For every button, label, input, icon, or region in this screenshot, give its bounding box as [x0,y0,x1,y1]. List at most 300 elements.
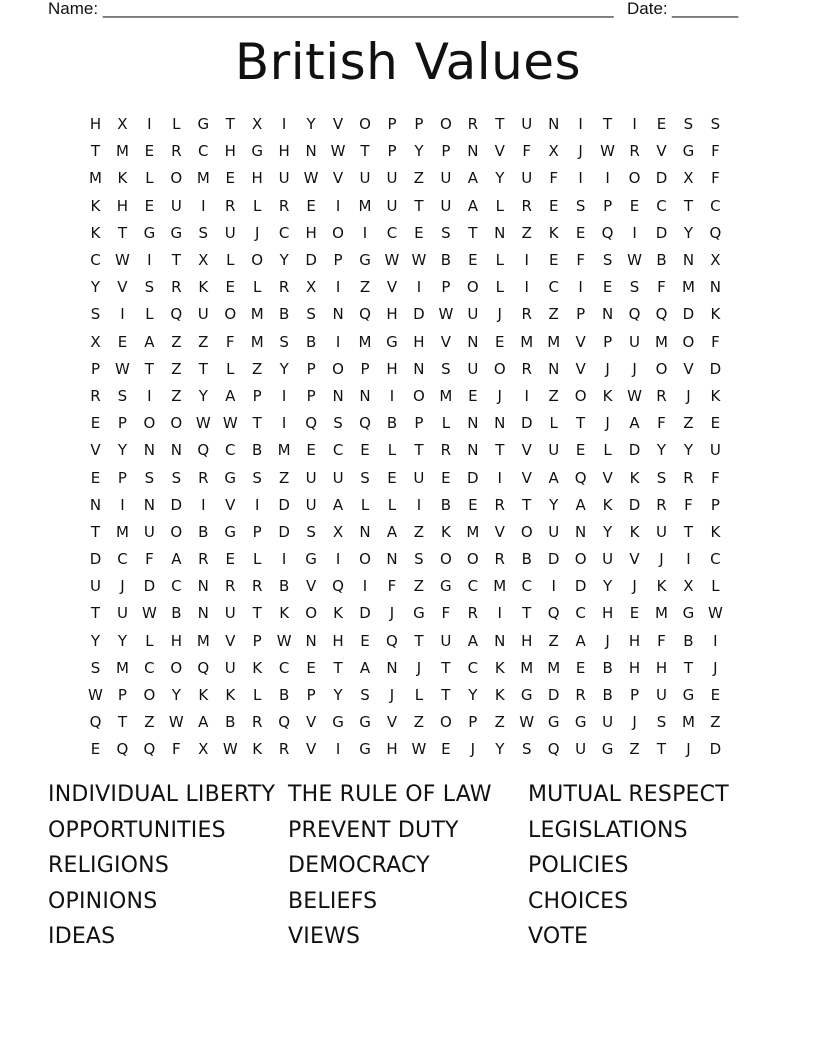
grid-letter: B [279,577,290,596]
grid-letter: R [251,577,263,596]
grid-letter: Y [683,441,694,460]
grid-letter: I [120,495,125,514]
grid-letter: F [522,142,532,161]
grid-letter: V [90,441,101,460]
grid-letter: S [306,522,316,541]
grid-letter: C [198,142,209,161]
grid-letter: M [520,332,534,351]
grid-letter: M [466,522,480,541]
grid-letter: U [143,522,155,541]
grid-letter: R [90,386,101,405]
grid-letter: J [686,386,691,405]
grid-letter: G [601,740,614,759]
grid-letter: N [467,414,479,433]
grid-letter: Z [548,305,559,324]
grid-letter: I [335,278,341,297]
grid-letter: V [440,332,451,351]
grid-letter: E [144,142,155,161]
grid-letter: L [414,686,424,705]
grid-letter: V [575,359,586,378]
grid-letter: O [574,550,587,569]
grid-letter: R [467,115,479,134]
grid-letter: L [549,414,558,433]
grid-letter: E [656,115,667,134]
grid-letter: M [681,278,695,297]
grid-letter: T [360,142,370,161]
grid-row [82,138,742,165]
grid-letter: P [360,359,370,378]
grid-letter: C [710,550,721,569]
grid-letter: H [521,631,533,650]
grid-letter: B [198,522,209,541]
grid-letter: D [89,550,102,569]
grid-letter: M [520,658,534,677]
grid-letter: K [90,223,101,242]
grid-letter: A [332,495,344,514]
grid-letter: I [416,495,422,514]
grid-row [82,383,742,410]
grid-letter: O [439,713,452,732]
grid-letter: T [441,686,451,705]
grid-letter: H [116,196,129,215]
grid-letter: I [605,169,610,188]
grid-letter: Q [386,631,398,650]
grid-letter: I [686,550,691,569]
grid-letter: P [710,495,720,514]
grid-letter: E [144,196,155,215]
grid-letter: S [441,359,451,378]
grid-letter: I [147,251,152,270]
grid-letter: E [629,196,640,215]
grid-letter: Z [521,223,532,242]
grid-letter: N [494,631,506,650]
grid-letter: P [414,414,424,433]
grid-letter: B [440,251,452,270]
grid-letter: M [115,142,129,161]
grid-letter: I [281,414,287,433]
grid-letter: T [522,495,532,514]
grid-letter: V [225,631,236,650]
grid-letter: Y [117,441,128,460]
grid-letter: S [90,305,101,324]
grid-letter: L [441,414,451,433]
grid-letter: I [713,631,718,650]
grid-letter: N [386,658,398,677]
grid-letter: D [709,740,722,759]
grid-letter: T [252,414,262,433]
grid-letter: K [494,686,505,705]
grid-letter: P [603,196,613,215]
grid-letter: F [711,169,720,188]
grid-letter: R [656,495,667,514]
word-list-item: POLICIES [528,853,629,878]
grid-letter: O [439,550,452,569]
word-list-item: INDIVIDUAL LIBERTY [48,782,276,807]
grid-letter: B [279,686,290,705]
grid-letter: B [683,631,694,650]
grid-letter: U [548,522,560,541]
grid-letter: W [303,169,319,188]
grid-letter: V [386,713,398,732]
grid-letter: X [117,115,128,134]
grid-letter: R [521,196,532,215]
grid-letter: E [468,251,478,270]
grid-letter: I [335,332,341,351]
grid-letter: C [278,223,290,242]
grid-letter: E [306,196,316,215]
grid-letter: D [305,251,317,270]
grid-letter: U [440,196,452,215]
grid-letter: Y [171,686,181,705]
grid-letter: C [656,196,667,215]
grid-letter: Y [279,251,289,270]
grid-letter: N [197,604,209,623]
word-list-item: LEGISLATIONS [528,817,688,843]
grid-letter: T [171,251,181,270]
grid-letter: N [332,386,344,405]
word-list [48,777,788,955]
grid-letter: Q [170,305,183,324]
grid-letter: S [575,196,586,215]
grid-letter: K [602,495,613,514]
grid-letter: L [253,686,262,705]
word-list-item: BELIEFS [288,888,378,914]
grid-letter: R [629,142,640,161]
grid-letter: E [117,332,128,351]
grid-letter: D [278,495,290,514]
grid-letter: B [279,305,290,324]
grid-letter: U [548,441,560,460]
grid-letter: G [547,713,560,732]
grid-letter: F [657,414,666,433]
grid-letter: F [657,631,666,650]
grid-letter: W [195,414,211,433]
grid-letter: R [467,604,479,623]
word-list-item: OPPORTUNITIES [48,817,226,843]
grid-letter: X [90,332,101,351]
grid-letter: B [602,686,613,705]
grid-letter: Z [548,386,559,405]
grid-letter: Z [710,713,721,732]
grid-letter: S [144,278,155,297]
grid-letter: L [253,196,262,215]
grid-letter: L [226,251,235,270]
grid-letter: V [305,713,317,732]
grid-letter: S [360,686,370,705]
grid-letter: T [117,223,128,242]
grid-letter: Y [90,278,101,297]
grid-letter: Z [494,713,505,732]
grid-letter: R [683,468,694,487]
grid-letter: W [276,631,292,650]
grid-letter: D [682,305,695,324]
grid-letter: L [145,631,154,650]
grid-letter: J [389,686,395,705]
grid-letter: I [632,115,637,134]
grid-letter: Q [655,305,668,324]
grid-letter: G [682,686,695,705]
grid-letter: R [278,278,290,297]
grid-letter: X [683,577,694,596]
grid-letter: G [682,142,695,161]
grid-letter: J [632,713,637,732]
grid-letter: I [281,550,287,569]
grid-letter: O [332,359,344,378]
grid-letter: Y [90,631,101,650]
grid-letter: Q [359,414,371,433]
grid-letter: S [333,414,343,433]
grid-letter: S [360,468,370,487]
grid-letter: K [198,278,209,297]
grid-row [82,437,742,464]
grid-letter: S [144,468,155,487]
grid-letter: N [682,251,695,270]
grid-letter: L [495,278,504,297]
grid-letter: W [115,359,130,378]
grid-letter: C [467,577,479,596]
grid-letter: L [172,115,181,134]
grid-letter: N [413,359,425,378]
grid-letter: Z [413,577,425,596]
grid-letter: N [143,495,155,514]
grid-letter: Y [603,522,613,541]
grid-letter: V [521,468,532,487]
grid-row [82,329,742,356]
grid-letter: Q [601,223,614,242]
grid-letter: J [578,142,583,161]
grid-letter: Z [548,631,559,650]
grid-letter: K [279,604,290,623]
grid-letter: T [603,115,613,134]
grid-letter: N [548,115,560,134]
grid-letter: S [710,115,721,134]
grid-letter: G [359,740,371,759]
grid-letter: A [467,631,478,650]
grid-letter: K [548,223,559,242]
grid-letter: I [147,386,152,405]
grid-letter: Y [603,577,613,596]
grid-letter: O [224,305,237,324]
grid-letter: B [386,414,398,433]
grid-letter: W [411,740,427,759]
grid-letter: C [521,577,532,596]
grid-letter: Q [547,740,560,759]
grid-letter: D [413,305,425,324]
grid-letter: U [602,550,614,569]
grid-letter: I [201,495,206,514]
grid-letter: Q [143,740,156,759]
grid-letter: O [251,251,264,270]
grid-letter: M [439,386,453,405]
grid-letter: K [710,305,721,324]
grid-letter: T [90,142,101,161]
grid-letter: I [362,223,368,242]
grid-letter: R [278,196,290,215]
grid-letter: B [171,604,182,623]
grid-letter: I [524,386,529,405]
word-list-item: VOTE [528,924,589,949]
grid-letter: P [387,115,397,134]
grid-letter: A [386,522,398,541]
grid-letter: N [197,577,209,596]
grid-letter: P [441,142,451,161]
grid-letter: S [198,223,209,242]
grid-letter: B [225,713,236,732]
grid-letter: E [90,468,101,487]
grid-letter: Y [495,740,505,759]
grid-letter: K [333,604,343,623]
grid-letter: H [278,142,290,161]
word-list-item: DEMOCRACY [288,853,430,878]
word-list-item: THE RULE OF LAW [288,782,492,807]
grid-letter: C [467,658,479,677]
grid-letter: E [468,495,478,514]
date-blank-line: _______ [672,0,739,18]
grid-letter: T [441,658,451,677]
grid-letter: H [386,359,398,378]
grid-letter: U [413,468,425,487]
grid-letter: G [143,223,156,242]
grid-letter: U [575,740,587,759]
grid-letter: Q [89,713,102,732]
page-title: British Values [234,33,582,91]
grid-letter: C [144,658,155,677]
grid-row [82,492,742,519]
grid-letter: L [495,251,504,270]
grid-letter: Y [279,359,289,378]
grid-letter: U [602,713,614,732]
grid-letter: S [90,658,101,677]
grid-letter: J [686,740,691,759]
grid-letter: D [170,495,183,514]
grid-letter: N [575,522,587,541]
grid-letter: I [147,115,152,134]
grid-letter: P [630,686,640,705]
grid-letter: Q [628,305,641,324]
grid-letter: T [468,223,478,242]
grid-row [82,628,742,655]
grid-letter: U [224,223,236,242]
grid-letter: S [602,251,613,270]
grid-letter: K [629,468,640,487]
grid-letter: Y [198,386,208,405]
grid-letter: T [144,359,154,378]
grid-letter: O [574,386,587,405]
grid-letter: C [332,441,344,460]
grid-letter: Z [171,359,182,378]
grid-letter: A [171,550,182,569]
grid-letter: S [414,550,424,569]
grid-row [82,247,742,274]
grid-letter: N [305,631,317,650]
grid-letter: P [252,631,262,650]
grid-letter: P [117,686,127,705]
grid-letter: M [547,332,561,351]
grid-letter: W [384,251,400,270]
grid-letter: M [681,713,695,732]
grid-letter: L [253,278,262,297]
grid-letter: T [414,196,424,215]
grid-letter: T [117,713,128,732]
word-list-item: OPINIONS [48,888,158,914]
grid-letter: Z [413,713,425,732]
grid-letter: Z [171,332,182,351]
grid-letter: P [306,386,316,405]
grid-letter: K [602,386,613,405]
grid-letter: Y [468,686,478,705]
grid-letter: O [439,115,452,134]
grid-letter: P [252,522,262,541]
grid-letter: I [551,577,556,596]
grid-letter: G [413,604,425,623]
grid-letter: E [90,740,101,759]
grid-letter: J [120,577,125,596]
grid-letter: R [198,550,209,569]
grid-row [82,600,742,627]
grid-letter: R [198,468,209,487]
grid-letter: F [441,604,451,623]
grid-letter: D [628,495,641,514]
grid-letter: I [416,278,422,297]
grid-letter: A [144,332,155,351]
grid-letter: D [709,359,722,378]
grid-letter: U [224,604,236,623]
grid-letter: D [143,577,156,596]
word-search-grid [82,111,742,764]
grid-letter: O [359,115,371,134]
grid-letter: V [575,332,586,351]
grid-letter: Z [279,468,290,487]
grid-letter: T [522,604,532,623]
grid-letter: J [254,223,260,242]
grid-letter: P [252,386,262,405]
grid-letter: P [306,686,316,705]
grid-letter: T [683,522,694,541]
grid-letter: X [548,142,559,161]
grid-letter: H [628,658,641,677]
grid-letter: F [549,169,558,188]
grid-letter: U [467,359,479,378]
grid-letter: T [576,414,586,433]
grid-letter: W [330,142,346,161]
grid-letter: E [306,441,316,460]
grid-letter: V [602,468,613,487]
grid-letter: S [441,223,451,242]
grid-letter: Y [306,115,316,134]
grid-letter: S [171,468,182,487]
grid-letter: X [305,278,317,297]
grid-letter: L [226,359,235,378]
grid-letter: I [362,577,368,596]
grid-row [82,655,742,682]
grid-letter: I [281,386,287,405]
grid-letter: O [520,522,533,541]
grid-letter: A [467,196,478,215]
grid-letter: N [601,305,614,324]
grid-letter: G [682,604,695,623]
grid-letter: H [655,658,668,677]
grid-letter: F [172,740,181,759]
grid-letter: G [332,713,344,732]
grid-letter: K [710,386,721,405]
grid-letter: A [629,414,640,433]
grid-letter: B [440,495,452,514]
grid-letter: Z [359,278,371,297]
grid-letter: H [601,604,614,623]
grid-letter: M [655,332,668,351]
grid-letter: F [711,468,720,487]
grid-letter: K [90,196,101,215]
